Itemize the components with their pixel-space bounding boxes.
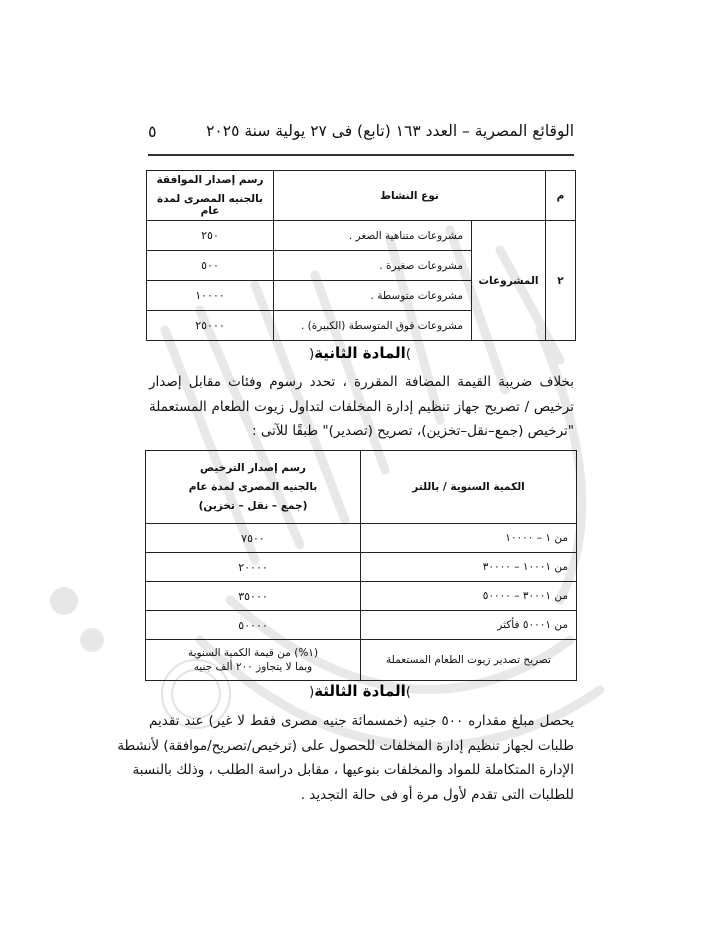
- activity-cell: مشروعات متوسطة .: [274, 281, 472, 311]
- fee-cell: ٣٥٠٠٠: [146, 582, 361, 611]
- fee-cell: ٢٠٠٠٠: [146, 553, 361, 582]
- gazette-title: الوقائع المصرية – العدد ١٦٣ (تابع) فى ٢٧ يولية سنة ٢٠٢٥: [206, 122, 574, 140]
- table-header-row: [147, 171, 576, 221]
- table-row: [146, 553, 577, 582]
- header-quantity: الكمية السنوية / باللتر: [361, 451, 577, 524]
- category-cell: المشروعات: [472, 221, 546, 341]
- article-2-text: بخلاف ضريبة القيمة المضافة المقررة ، تحدد رسوم وفئات مقابل إصدار ترخيص / تصريح جهاز تنظيم إدارة المخلفات لتداول زيوت الطعام المستعملة "ترخيص (جمع–نقل–تخزين)، تصريح (تصدير)" طبقًا للآتى :: [149, 374, 574, 439]
- quantity-cell: من ١٠٠٠١ – ٣٠٠٠٠: [361, 553, 577, 582]
- activity-cell: مشروعات متناهية الصغر .: [274, 221, 472, 251]
- table-row: [146, 582, 577, 611]
- table-header-row: [146, 451, 577, 524]
- header-index: م: [546, 171, 576, 221]
- fee-cell: ٧٥٠٠: [146, 524, 361, 553]
- page-header: [148, 118, 574, 156]
- header-fee: رسم إصدار الترخيص بالجنيه المصرى لمدة عام (جمع – نقل – تخزين): [146, 451, 361, 524]
- table-row: [146, 524, 577, 553]
- export-label-cell: تصريح تصدير زيوت الطعام المستعملة: [361, 640, 577, 681]
- article-3-text: يحصل مبلغ مقداره ٥٠٠ جنيه (خمسمائة جنيه مصرى فقط لا غير) عند تقديم طلبات لجهاز تنظيم إدارة المخلفات للحصول على (ترخيص/تصريح/موافقة) لأنشطة الإدارة المتكاملة للمواد والمخلفات بنوعيها ، مقابل دراسة الطلب ، وذلك بالنسبة للطلبات التى تقدم لأول مرة أو فى حالة التجديد .: [117, 713, 574, 803]
- row-number-cell: ٢: [546, 221, 576, 341]
- quantity-cell: من ١ – ١٠٠٠٠: [361, 524, 577, 553]
- fee-cell: ٥٠٠٠٠: [146, 611, 361, 640]
- activity-cell: مشروعات فوق المتوسطة (الكبيرة) .: [274, 311, 472, 341]
- header-fee: رسم إصدار الموافقة بالجنيه المصرى لمدة عام: [147, 171, 274, 221]
- fee-cell: ٢٥٠: [147, 221, 274, 251]
- fee-cell: ١٠٠٠٠: [147, 281, 274, 311]
- quantity-cell: من ٥٠٠٠١ فأكثر: [361, 611, 577, 640]
- article-2-heading: )المادة الثانية(: [309, 344, 411, 362]
- fees-table-used-oil: [145, 450, 577, 681]
- article-3-heading: )المادة الثالثة(: [309, 682, 411, 700]
- header-rule: [148, 154, 574, 156]
- header-activity: نوع النشاط: [274, 171, 546, 221]
- page-number: ٥: [148, 122, 157, 141]
- activity-cell: مشروعات صغيرة .: [274, 251, 472, 281]
- quantity-cell: من ٣٠٠٠١ – ٥٠٠٠٠: [361, 582, 577, 611]
- fee-cell: ٥٠٠: [147, 251, 274, 281]
- fees-table-projects: [146, 170, 576, 341]
- table-row: [146, 640, 577, 681]
- export-fee-cell: (١%) من قيمة الكمية السنوية وبما لا يتجاوز ٢٠٠ ألف جنيه: [146, 640, 361, 681]
- table-row: [146, 611, 577, 640]
- table-row: [147, 221, 576, 251]
- fee-cell: ٢٥٠٠٠: [147, 311, 274, 341]
